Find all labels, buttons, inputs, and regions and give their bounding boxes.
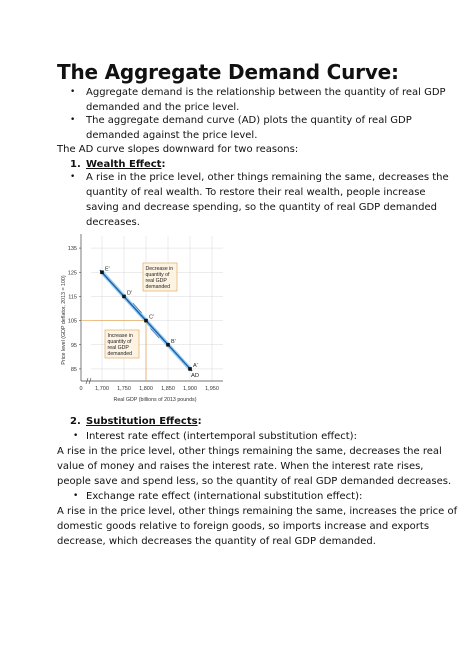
chart-plot-area bbox=[68, 234, 223, 392]
bullet-icon: • bbox=[70, 172, 76, 182]
exchange-line-2: domestic goods relative to foreign goods, so imports increase and exports bbox=[57, 521, 430, 532]
y-tick-label: 95 bbox=[70, 342, 77, 349]
substitution-heading-line bbox=[86, 414, 202, 429]
aggregate-demand-chart bbox=[55, 230, 235, 405]
bullet-icon: • bbox=[70, 87, 76, 97]
data-point bbox=[100, 270, 104, 274]
data-point bbox=[166, 343, 170, 347]
substitution-heading-colon: : bbox=[197, 416, 202, 427]
x-tick-label: 1,900 bbox=[183, 386, 197, 392]
y-tick-label: 135 bbox=[67, 246, 77, 253]
bullet-icon: • bbox=[73, 491, 79, 501]
data-point bbox=[122, 295, 126, 299]
y-axis-label: Price level (GDP deflator, 2013 = 100) bbox=[61, 275, 67, 365]
interest-line-1: A rise in the price level, other things remaining the same, decreases the real bbox=[57, 446, 442, 457]
point-label: C' bbox=[149, 314, 155, 321]
y-tick-label: 85 bbox=[70, 366, 77, 373]
exchange-bullet: Exchange rate effect (international substitution effect): bbox=[86, 491, 363, 502]
wealth-line-1: A rise in the price level, other things remaining the same, decreases the bbox=[86, 172, 449, 183]
curve-label: AD bbox=[191, 372, 200, 379]
wealth-line-2: quantity of real wealth. To restore their real wealth, people increase bbox=[86, 187, 426, 198]
intro-bullet-1-line-2: demanded and the price level. bbox=[86, 102, 240, 113]
interest-line-3: people save and spend less, so the quantity of real GDP demanded decreases. bbox=[57, 476, 452, 487]
x-tick-label: 1,750 bbox=[117, 386, 131, 392]
wealth-number: 1. bbox=[70, 159, 81, 170]
intro-bullet-2-line-1: The aggregate demand curve (AD) plots the quantity of real GDP bbox=[86, 115, 412, 126]
point-label: B' bbox=[171, 338, 176, 345]
intro-bullet-2-line-2: demanded against the price level. bbox=[86, 130, 258, 141]
wealth-line-4: decreases. bbox=[86, 217, 140, 228]
bullet-icon: • bbox=[70, 115, 76, 125]
x-tick-label: 1,800 bbox=[139, 386, 153, 392]
exchange-line-3: decrease, which decreases the quantity of real GDP demanded. bbox=[57, 536, 376, 547]
substitution-number: 2. bbox=[70, 416, 81, 427]
y-tick-label: 115 bbox=[68, 294, 77, 301]
data-point bbox=[188, 367, 192, 371]
interest-line-2: value of money and raises the interest rate. When the interest rate rises, bbox=[57, 461, 424, 472]
intro-bullet-1-line-1: Aggregate demand is the relationship between the quantity of real GDP bbox=[86, 87, 446, 98]
x-axis-label: Real GDP (billions of 2013 pounds) bbox=[113, 397, 197, 403]
substitution-heading: Substitution Effects bbox=[86, 416, 198, 427]
decrease-annotation-text: Decrease in bbox=[145, 266, 174, 272]
x-tick-label: 1,950 bbox=[205, 386, 219, 392]
decrease-annotation-text: demanded bbox=[145, 284, 171, 290]
increase-annotation-text: demanded bbox=[107, 351, 133, 357]
page-title: The Aggregate Demand Curve: bbox=[57, 60, 399, 84]
data-point bbox=[144, 319, 148, 323]
interest-bullet: Interest rate effect (intertemporal substitution effect): bbox=[86, 431, 357, 442]
y-tick-label: 125 bbox=[67, 270, 77, 277]
x-tick-label: 1,700 bbox=[95, 386, 109, 392]
increase-annotation-text: Increase in bbox=[107, 333, 133, 339]
reasons-line: The AD curve slopes downward for two reasons: bbox=[57, 144, 299, 155]
wealth-line-3: saving and decrease spending, so the quantity of real GDP demanded bbox=[86, 202, 437, 213]
x-tick-label: 0 bbox=[79, 386, 83, 392]
x-tick-label: 1,850 bbox=[161, 386, 175, 392]
exchange-line-1: A rise in the price level, other things remaining the same, increases the price of bbox=[57, 506, 458, 517]
wealth-heading-colon: : bbox=[161, 159, 166, 170]
bullet-icon: • bbox=[73, 431, 79, 441]
decrease-annotation-text: real GDP bbox=[145, 278, 167, 284]
point-label: E' bbox=[105, 266, 110, 273]
decrease-annotation-text: quantity of bbox=[145, 272, 170, 278]
point-label: D' bbox=[127, 290, 133, 297]
increase-annotation-text: quantity of bbox=[107, 339, 132, 345]
point-label: A' bbox=[193, 362, 198, 369]
increase-annotation-text: real GDP bbox=[107, 345, 129, 351]
y-tick-label: 105 bbox=[67, 318, 77, 325]
wealth-heading: Wealth Effect bbox=[86, 159, 162, 170]
